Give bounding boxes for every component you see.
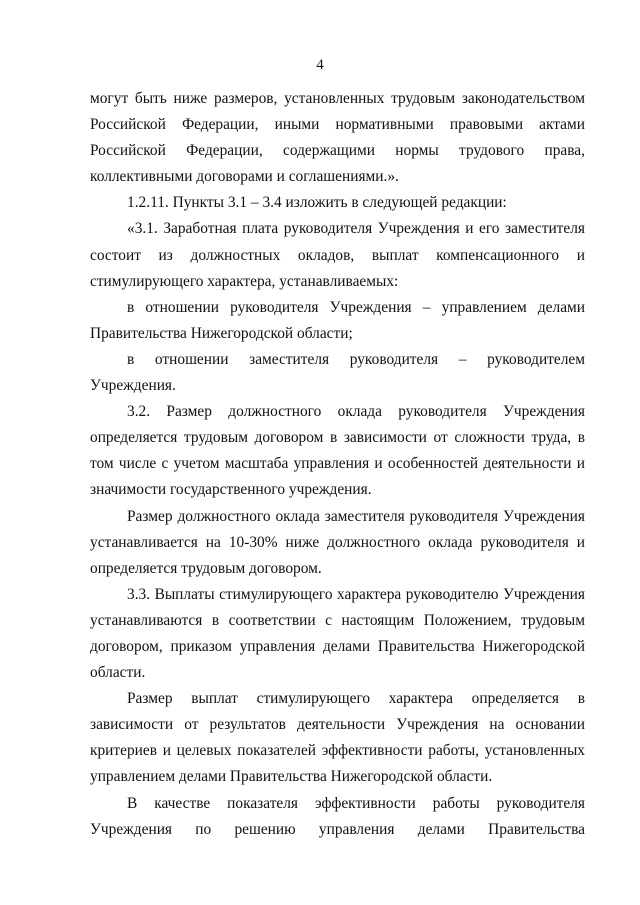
document-body xyxy=(90,86,585,843)
paragraph-3-2-deputy-salary: Размер должностного оклада заместителя руководителя Учреждения устанавливается на 10-30% ниже должностного оклада руководителя и определяется трудовым договором. xyxy=(90,507,585,577)
paragraph-continuation: могут быть ниже размеров, установленных трудовым законодательством Российской Федерации, иными нормативными правовыми актами Российской Федерации, содержащими нормы трудового права, коллективными договорами и соглашениями.». xyxy=(90,90,585,186)
paragraph-clause-1-2-11: 1.2.11. Пункты 3.1 – 3.4 изложить в следующей редакции: xyxy=(127,194,507,212)
page-number: 4 xyxy=(316,57,324,73)
paragraph-3-1: «3.1. Заработная плата руководителя Учреждения и его заместителя состоит из должностных окладов, выплат компенсационного и стимулирующего характера, устанавливаемых: xyxy=(90,220,585,290)
paragraph-3-3-indicator: В качестве показателя эффективности работы руководителя Учреждения по решению управления делами Правительства xyxy=(90,794,585,838)
paragraph-3-3: 3.3. Выплаты стимулирующего характера руководителю Учреждения устанавливаются в соответствии с настоящим Положением, трудовым договором, приказом управления делами Правительства Нижегородской области. xyxy=(90,585,585,682)
paragraph-3-1-head: в отношении руководителя Учреждения – управлением делами Правительства Нижегородской области; xyxy=(90,298,585,342)
paragraph-3-1-deputy: в отношении заместителя руководителя – руководителем Учреждения. xyxy=(90,350,585,395)
paragraph-3-2: 3.2. Размер должностного оклада руководителя Учреждения определяется трудовым договором в зависимости от сложности труда, в том числе с учетом масштаба управления и особенностей деятельности и значимости государственного учреждения. xyxy=(90,403,585,499)
paragraph-3-3-size: Размер выплат стимулирующего характера определяется в зависимости от результатов деятельности Учреждения на основании критериев и целевых показателей эффективности работы, установленных управлением делами Правительства Нижегородской области. xyxy=(90,690,585,786)
